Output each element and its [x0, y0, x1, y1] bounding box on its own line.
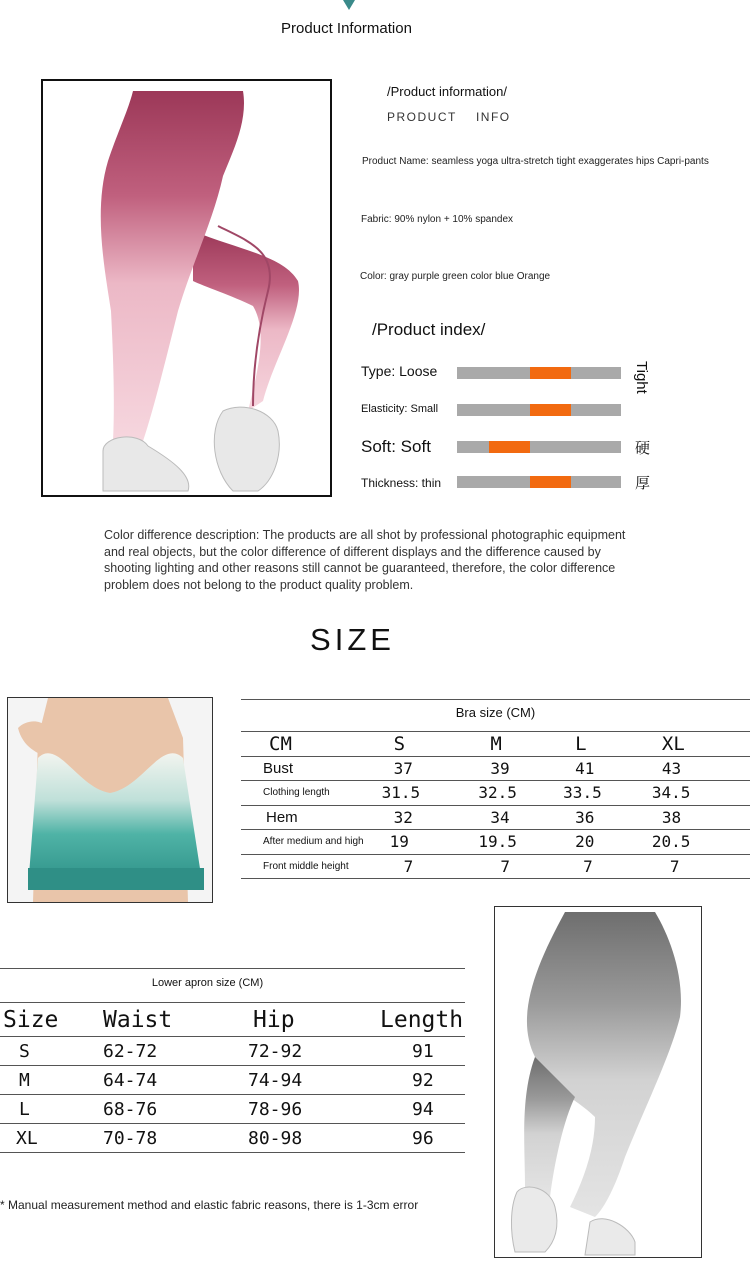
- index-thickness-bar: [457, 476, 621, 488]
- product-name: Product Name: seamless yoga ultra-stretch tight exaggerates hips Capri-pants: [362, 156, 709, 167]
- bra-cell: 37: [364, 756, 461, 781]
- lower-cell: XL: [0, 1124, 100, 1153]
- bra-header-cm: CM: [241, 732, 364, 757]
- index-type-right-label: Tight: [633, 361, 650, 394]
- bra-cell: 39: [460, 756, 555, 781]
- table-row: [241, 854, 750, 879]
- bra-cell: 32: [364, 805, 461, 830]
- table-row: [0, 1066, 465, 1095]
- gray-leggings-image: [494, 906, 702, 1258]
- lower-cell: 78-96: [245, 1095, 375, 1124]
- bra-row-label: Front middle height: [241, 854, 364, 879]
- table-row: [0, 1037, 465, 1066]
- index-level-marker: [530, 367, 571, 379]
- bra-cell: 36: [555, 805, 642, 830]
- bra-cell: 34: [460, 805, 555, 830]
- lower-header-hip: Hip: [245, 1003, 375, 1037]
- bra-cell: 7: [555, 854, 642, 879]
- lower-cell: 64-74: [100, 1066, 245, 1095]
- index-level-marker: [530, 404, 571, 416]
- index-type-bar: [457, 367, 621, 379]
- table-row: [241, 805, 750, 830]
- bra-cell: 43: [642, 756, 750, 781]
- lower-header-waist: Waist: [100, 1003, 245, 1037]
- bra-size-table-top-rule: [241, 699, 750, 700]
- lower-cell: 92: [375, 1066, 465, 1095]
- lower-cell: 80-98: [245, 1124, 375, 1153]
- lower-cell: 68-76: [100, 1095, 245, 1124]
- measurement-footnote: * Manual measurement method and elastic fabric reasons, there is 1-3cm error: [0, 1198, 419, 1212]
- lower-header-size: Size: [0, 1003, 100, 1037]
- lower-header-row: [0, 1003, 465, 1037]
- index-type-label: Type: Loose: [361, 363, 438, 379]
- bra-header-s: S: [364, 732, 461, 757]
- info-heading: /Product information/: [387, 84, 507, 99]
- table-row: [0, 1095, 465, 1124]
- lower-cell: L: [0, 1095, 100, 1124]
- green-bra-image: [7, 697, 213, 903]
- table-row: [0, 1124, 465, 1153]
- lower-cell: 96: [375, 1124, 465, 1153]
- index-heading: /Product index/: [372, 320, 486, 339]
- bra-size-table: [241, 731, 750, 879]
- lower-header-length: Length: [375, 1003, 465, 1037]
- bra-header-row: [241, 732, 750, 757]
- table-row: [241, 781, 750, 806]
- bra-cell: 7: [642, 854, 750, 879]
- bra-size-table-title: Bra size (CM): [455, 705, 536, 720]
- lower-cell: 94: [375, 1095, 465, 1124]
- bra-cell: 41: [555, 756, 642, 781]
- lower-cell: 62-72: [100, 1037, 245, 1066]
- bra-row-label: Clothing length: [241, 781, 364, 806]
- index-thickness-label: Thickness: thin: [361, 476, 442, 490]
- bra-cell: 38: [642, 805, 750, 830]
- index-level-marker: [530, 476, 571, 488]
- bra-row-label: After medium and high: [241, 830, 364, 855]
- header-marker-icon: [343, 0, 355, 10]
- pink-leggings-image: [41, 79, 332, 497]
- bra-header-l: L: [555, 732, 642, 757]
- lower-table-top-rule: [0, 968, 465, 969]
- bra-header-xl: XL: [642, 732, 750, 757]
- color-info: Color: gray purple green color blue Orange: [360, 271, 551, 282]
- index-soft-bar: [457, 441, 621, 453]
- index-level-marker: [489, 441, 530, 453]
- bra-cell: 7: [460, 854, 555, 879]
- pink-leggings-illustration: [43, 81, 330, 495]
- bra-cell: 7: [364, 854, 461, 879]
- bra-cell: 31.5: [364, 781, 461, 806]
- size-heading: SIZE: [310, 622, 395, 657]
- index-thickness-right-label: 厚: [635, 475, 651, 492]
- bra-cell: 33.5: [555, 781, 642, 806]
- index-elasticity-label: Elasticity: Small: [361, 403, 439, 415]
- bra-cell: 19: [364, 830, 461, 855]
- section-title: Product Information: [281, 20, 412, 37]
- gray-leggings-illustration: [495, 907, 701, 1257]
- info-subheading: PRODUCT INFO: [387, 110, 511, 124]
- lower-table-title: Lower apron size (CM): [151, 977, 264, 989]
- lower-size-table: [0, 1002, 465, 1153]
- table-row: [241, 756, 750, 781]
- bra-row-label: Bust: [241, 756, 364, 781]
- lower-cell: 70-78: [100, 1124, 245, 1153]
- lower-cell: 91: [375, 1037, 465, 1066]
- bra-cell: 34.5: [642, 781, 750, 806]
- green-bra-illustration: [8, 698, 212, 902]
- table-row: [241, 830, 750, 855]
- bra-row-label: Hem: [241, 805, 364, 830]
- bra-cell: 32.5: [460, 781, 555, 806]
- lower-cell: 74-94: [245, 1066, 375, 1095]
- bra-header-m: M: [460, 732, 555, 757]
- bra-cell: 19.5: [460, 830, 555, 855]
- index-soft-right-label: 硬: [635, 440, 651, 457]
- lower-cell: M: [0, 1066, 100, 1095]
- color-difference-note: Color difference description: The products are all shot by professional photographic equipment and real objects, but the color difference of different displays and the difference caused by shooting lighting and other reasons still cannot be guaranteed, therefore, the color difference problem does not belong to the product quality problem.: [104, 528, 626, 592]
- fabric-info: Fabric: 90% nylon + 10% spandex: [361, 214, 514, 225]
- index-soft-label: Soft: Soft: [361, 437, 431, 456]
- lower-cell: S: [0, 1037, 100, 1066]
- index-elasticity-bar: [457, 404, 621, 416]
- lower-cell: 72-92: [245, 1037, 375, 1066]
- bra-cell: 20.5: [642, 830, 750, 855]
- bra-cell: 20: [555, 830, 642, 855]
